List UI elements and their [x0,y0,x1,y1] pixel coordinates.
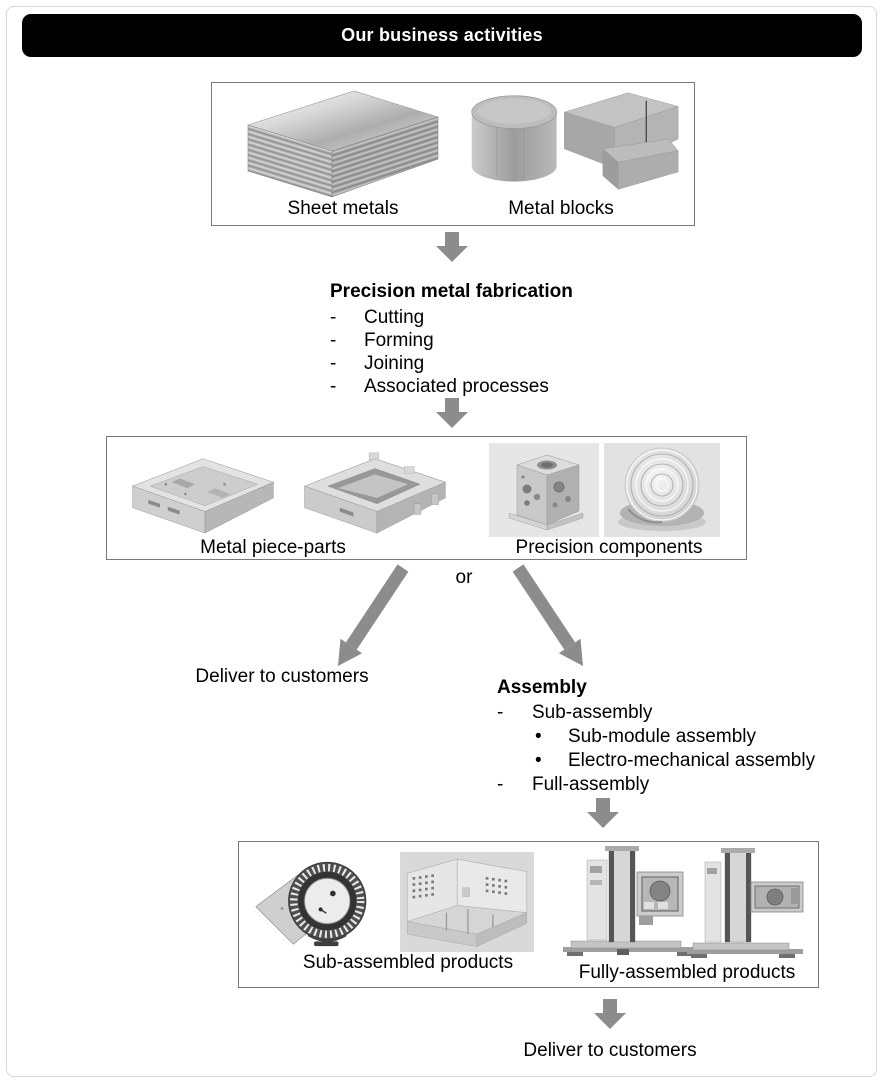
fabrication-title: Precision metal fabrication [330,281,573,302]
deliver-to-customers-left: Deliver to customers [195,666,369,687]
or-label: or [455,567,473,588]
header-bar [22,14,862,57]
diagonal-arrow-left-icon [338,568,403,666]
sub-assembled-chassis-photo [381,852,553,952]
sheet-metals-photo [242,87,440,199]
parts-label-precision-components: Precision components [515,537,703,558]
deliver-to-customers-bottom: Deliver to customers [523,1040,697,1061]
assembly-block [497,676,837,797]
machine-tower-2 [687,848,803,958]
branch-arrows [300,560,620,672]
list-item: - Sub-assembly [497,702,653,723]
list-item: - Joining [330,353,425,374]
list-item: - Cutting [330,307,425,328]
parts-box [106,436,747,560]
machine-tower-1 [563,846,703,956]
sub-assembled-rotary-photo [253,854,377,948]
parts-label-piece-parts: Metal piece-parts [200,537,346,558]
materials-box [211,82,695,226]
fully-assembled-machines-photo [557,846,805,964]
metal-piece-part-photo-1 [123,449,285,537]
metal-piece-part-photo-2 [293,447,455,537]
diagonal-arrow-right-icon [518,568,583,666]
list-item: • Electro-mechanical assembly [535,750,816,771]
down-arrow-icon [434,398,470,428]
materials-label-metal-blocks: Metal blocks [508,198,614,219]
assembly-title: Assembly [497,677,587,698]
list-item: - Forming [330,330,434,351]
products-label-fully-assembled: Fully-assembled products [578,962,796,983]
metal-blocks-photo [464,89,682,197]
precision-component-photo-block [489,443,599,537]
products-label-sub-assembled: Sub-assembled products [302,952,514,973]
down-arrow-icon [592,999,628,1029]
fabrication-block [330,281,630,398]
products-box [238,841,819,988]
precision-component-photo-disc [604,443,720,537]
materials-label-sheet-metals: Sheet metals [287,198,399,219]
list-item: - Associated processes [330,376,549,397]
list-item: • Sub-module assembly [535,726,756,747]
down-arrow-icon [434,232,470,262]
page-title: Our business activities [341,25,543,45]
list-item: - Full-assembly [497,774,650,795]
down-arrow-icon [585,798,621,828]
